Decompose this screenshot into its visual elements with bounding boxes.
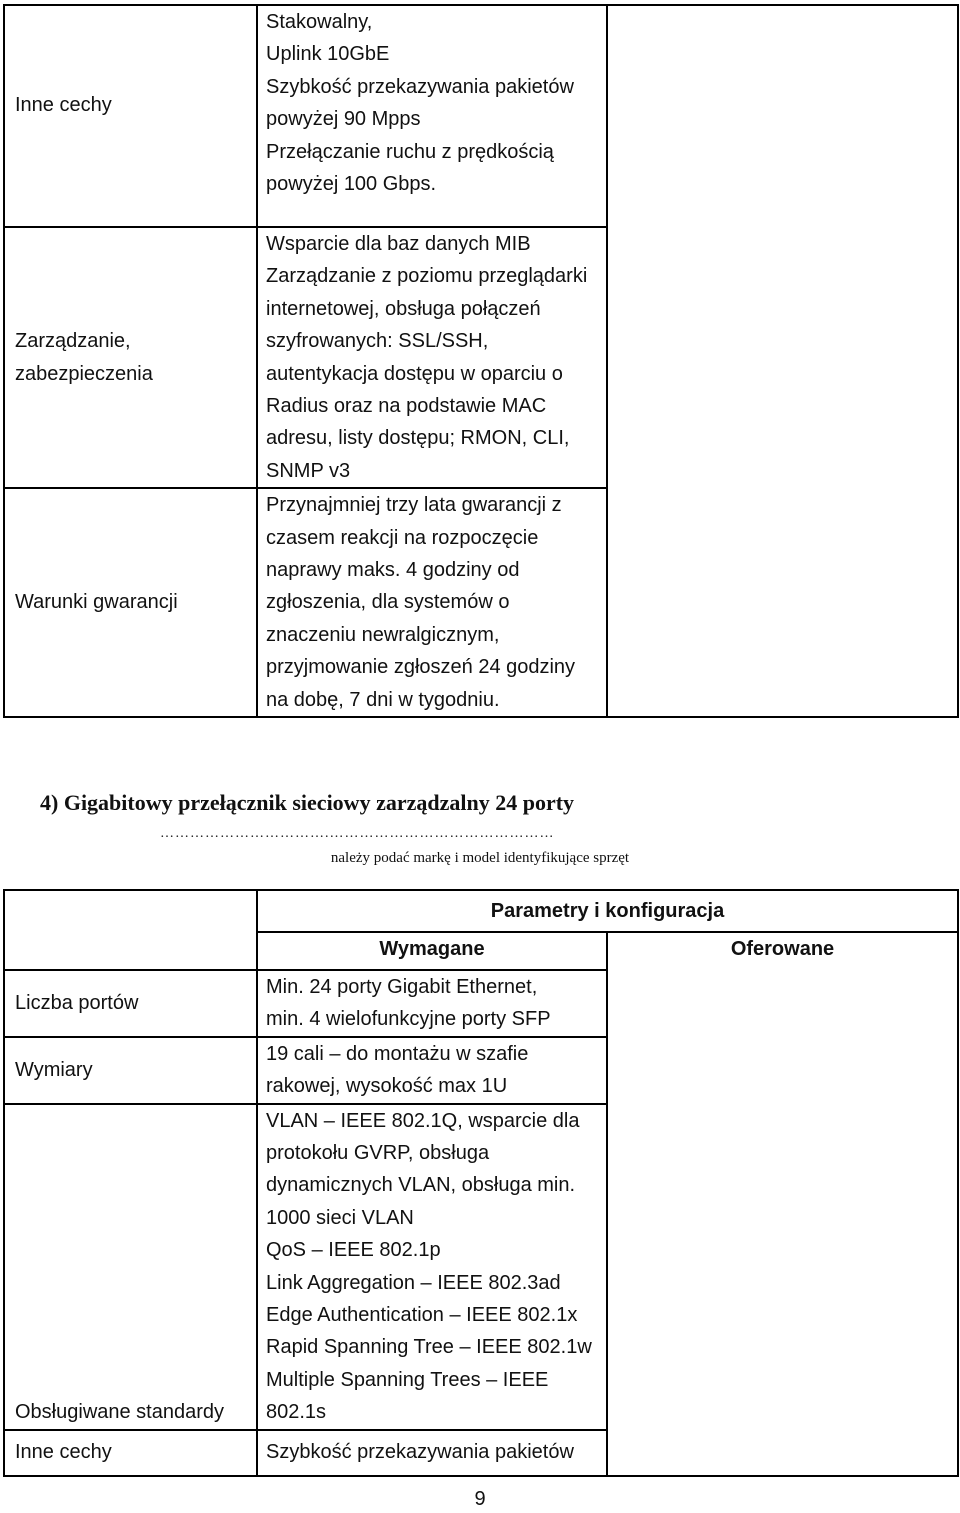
desc-line: na dobę, 7 dni w tygodniu.	[266, 688, 500, 711]
desc-line: Rapid Spanning Tree – IEEE 802.1w	[266, 1336, 592, 1359]
empty-header-cell	[4, 890, 257, 970]
desc-line: adresu, listy dostępu; RMON, CLI,	[266, 427, 570, 450]
brand-model-note: należy podać markę i model identyfikujące sprzęt	[330, 850, 630, 866]
row-label: Obsługiwane standardy	[4, 1104, 257, 1430]
desc-line: protokołu GVRP, obsługa	[266, 1142, 490, 1165]
desc-line: Zarządzanie z poziomu przeglądarki	[266, 265, 588, 288]
header-params: Parametry i konfiguracja	[257, 890, 958, 932]
desc-line: QoS – IEEE 802.1p	[266, 1239, 441, 1262]
row-description	[257, 488, 607, 717]
switch-spec-table	[3, 889, 959, 1477]
desc-line: powyżej 100 Gbps.	[266, 173, 437, 196]
desc-line: Multiple Spanning Trees – IEEE	[266, 1368, 549, 1391]
desc-line: Edge Authentication – IEEE 802.1x	[266, 1304, 578, 1327]
row-label: Inne cechy	[4, 5, 257, 227]
row-description	[257, 1430, 607, 1476]
desc-line: 19 cali – do montażu w szafie	[266, 1042, 529, 1065]
desc-line: internetowej, obsługa połączeń	[266, 297, 541, 320]
row-description	[257, 227, 607, 488]
row-label: Liczba portów	[4, 970, 257, 1037]
desc-line: naprawy maks. 4 godziny od	[266, 559, 520, 582]
row-description	[257, 1104, 607, 1430]
header-required: Wymagane	[257, 932, 607, 970]
row-description	[257, 970, 607, 1037]
desc-line: znaczeniu newralgicznym,	[266, 623, 500, 646]
desc-line: Min. 24 porty Gigabit Ethernet,	[266, 976, 538, 998]
row-description	[257, 5, 607, 227]
desc-line: Szybkość przekazywania pakietów	[266, 75, 574, 98]
desc-line: VLAN – IEEE 802.1Q, wsparcie dla	[266, 1109, 580, 1132]
desc-line: Uplink 10GbE	[266, 43, 390, 66]
desc-line: 1000 sieci VLAN	[266, 1206, 414, 1229]
desc-line: Link Aggregation – IEEE 802.3ad	[266, 1271, 561, 1294]
row-label: Zarządzanie, zabezpieczenia	[4, 227, 257, 488]
brand-model-dotted-line: …………………………….………………………………………	[160, 826, 555, 841]
desc-line: Szybkość przekazywania pakietów	[266, 1441, 574, 1464]
desc-line: dynamicznych VLAN, obsługa min.	[266, 1174, 576, 1197]
desc-line: Przynajmniej trzy lata gwarancji z	[266, 494, 562, 517]
desc-line: Stakowalny,	[266, 11, 373, 33]
page-number: 9	[474, 1488, 486, 1510]
section-heading: 4) Gigabitowy przełącznik sieciowy zarządzalny 24 porty	[40, 790, 575, 815]
desc-line: Wsparcie dla baz danych MIB	[266, 233, 531, 255]
table-header-row	[4, 890, 958, 932]
desc-line: Radius oraz na podstawie MAC	[266, 395, 547, 418]
offered-cell	[607, 5, 958, 717]
desc-line: autentykacja dostępu w oparciu o	[266, 362, 563, 385]
desc-line: rakowej, wysokość max 1U	[266, 1075, 508, 1098]
desc-line: szyfrowanych: SSL/SSH,	[266, 330, 489, 353]
desc-line: SNMP v3	[266, 459, 351, 482]
row-description	[257, 1037, 607, 1104]
row-label: Inne cechy	[4, 1430, 257, 1476]
desc-line: czasem reakcji na rozpoczęcie	[266, 526, 539, 549]
spec-table-continued	[3, 4, 959, 718]
table-row	[4, 5, 958, 227]
desc-line: Przełączanie ruchu z prędkością	[266, 140, 554, 163]
header-offered: Oferowane	[607, 932, 958, 1476]
desc-line: powyżej 90 Mpps	[266, 108, 421, 131]
desc-line: zgłoszenia, dla systemów o	[266, 591, 510, 614]
desc-line: przyjmowanie zgłoszeń 24 godziny	[266, 656, 576, 679]
row-label: Wymiary	[4, 1037, 257, 1104]
row-label: Warunki gwarancji	[4, 488, 257, 717]
desc-line: min. 4 wielofunkcyjne porty SFP	[266, 1008, 551, 1031]
desc-line: 802.1s	[266, 1401, 327, 1424]
